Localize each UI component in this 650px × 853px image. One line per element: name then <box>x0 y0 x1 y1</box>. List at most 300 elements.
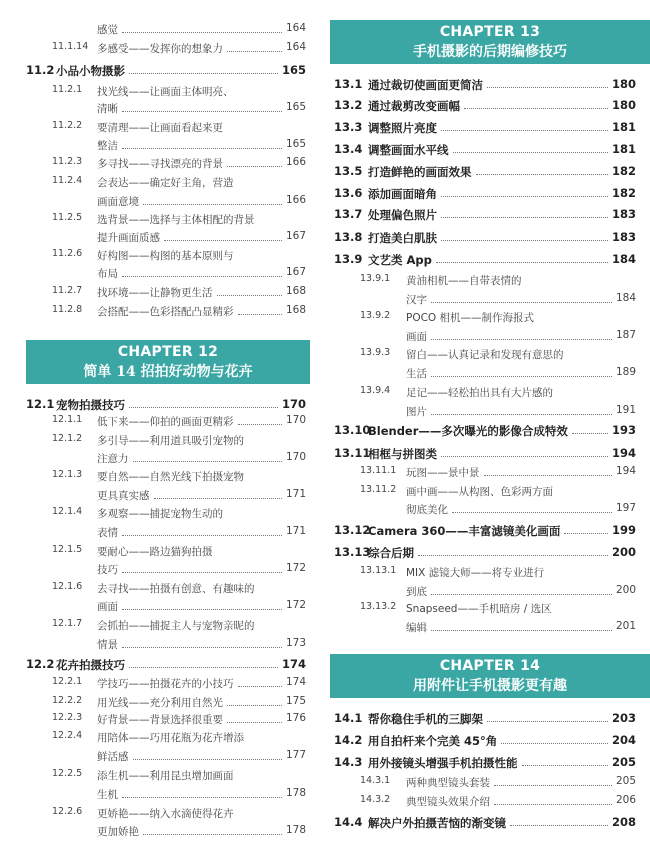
toc-entry[interactable] <box>0 581 322 599</box>
toc-entry[interactable] <box>0 266 322 284</box>
page-number: 182 <box>611 164 636 178</box>
page-number: 176 <box>285 712 306 724</box>
entry-title: 用光线——充分利用自然光 <box>97 697 223 709</box>
dot-leader <box>501 743 608 744</box>
entry-number: 13.11.1 <box>360 465 397 476</box>
entry-number: 13.6 <box>334 186 363 200</box>
dot-leader <box>441 240 608 241</box>
dot-leader <box>452 512 612 513</box>
entry-title: 要耐心——路边猫狗拍摄 <box>97 546 213 558</box>
toc-entry[interactable] <box>330 815 650 833</box>
toc-entry[interactable] <box>330 565 650 583</box>
page-number: 170 <box>285 414 306 426</box>
entry-title: 技巧 <box>97 564 118 576</box>
toc-entry[interactable] <box>330 142 650 160</box>
entry-title: 添生机——利用昆虫增加画面 <box>97 770 234 782</box>
entry-number: 12.1.5 <box>52 544 83 555</box>
toc-entry[interactable] <box>330 523 650 541</box>
dot-leader <box>441 456 608 457</box>
dot-leader <box>441 130 608 131</box>
toc-entry[interactable] <box>0 768 322 786</box>
page-number: 178 <box>285 824 306 836</box>
entry-title: 多寻找——寻找漂亮的背景 <box>97 158 223 170</box>
toc-entry[interactable] <box>0 212 322 230</box>
toc-entry[interactable] <box>330 98 650 116</box>
entry-title: 画面 <box>406 331 427 343</box>
chapter-label: CHAPTER 14 <box>439 658 541 674</box>
toc-entry[interactable] <box>0 637 322 655</box>
page-number: 187 <box>615 329 636 341</box>
entry-number: 13.13.2 <box>360 601 397 612</box>
toc-entry[interactable] <box>0 525 322 543</box>
page-number: 165 <box>285 101 306 113</box>
page-number: 206 <box>615 794 636 806</box>
page-number: 205 <box>611 755 636 769</box>
toc-entry[interactable] <box>330 120 650 138</box>
entry-title: Snapseed——手机暗房 / 选区 <box>406 603 552 615</box>
dot-leader <box>122 535 282 536</box>
entry-title: 情景 <box>97 639 118 651</box>
dot-leader <box>431 630 612 631</box>
entry-number: 12.2 <box>26 657 55 671</box>
entry-number: 13.10 <box>334 423 371 437</box>
dot-leader <box>227 166 282 167</box>
dot-leader <box>238 314 282 315</box>
entry-title: 会表达——确定好主角，营造 <box>97 177 234 189</box>
dot-leader <box>431 414 612 415</box>
entry-title: 黄油相机——自带表情的 <box>406 275 522 287</box>
page-number: 191 <box>615 404 636 416</box>
entry-number: 13.9.2 <box>360 310 391 321</box>
page-number: 170 <box>281 397 306 411</box>
toc-entry[interactable] <box>0 730 322 748</box>
entry-title: 调整画面水平线 <box>368 143 449 157</box>
toc-entry[interactable] <box>330 794 650 812</box>
page-number: 205 <box>615 775 636 787</box>
page-number: 180 <box>611 98 636 112</box>
toc-entry[interactable] <box>0 506 322 524</box>
entry-number: 12.2.5 <box>52 768 83 779</box>
dot-leader <box>510 825 608 826</box>
entry-number: 14.1 <box>334 711 363 725</box>
toc-entry[interactable] <box>330 310 650 328</box>
entry-number: 14.3.1 <box>360 775 391 786</box>
dot-leader <box>227 722 282 723</box>
page-number: 203 <box>611 711 636 725</box>
toc-entry[interactable] <box>330 366 650 384</box>
dot-leader <box>441 217 608 218</box>
entry-number: 13.13.1 <box>360 565 397 576</box>
entry-title: 会搭配——色彩搭配凸显精彩 <box>97 306 234 318</box>
entry-title: 画中画——从构图、色彩两方面 <box>406 486 553 498</box>
page-number: 204 <box>611 733 636 747</box>
dot-leader <box>122 797 282 798</box>
dot-leader <box>122 32 282 33</box>
page-number: 177 <box>285 749 306 761</box>
page-number: 189 <box>615 366 636 378</box>
chapter-14-banner <box>330 654 650 698</box>
toc-entry[interactable] <box>0 156 322 174</box>
dot-leader <box>418 555 608 556</box>
toc-entry[interactable] <box>0 138 322 156</box>
entry-title: 更娇艳——纳入水滴使得花卉 <box>97 808 234 820</box>
entry-number: 11.2.8 <box>52 304 83 315</box>
page-number: 172 <box>285 562 306 574</box>
toc-entry[interactable] <box>330 733 650 751</box>
toc-entry[interactable] <box>0 433 322 451</box>
toc-entry[interactable] <box>0 101 322 119</box>
toc-entry[interactable] <box>330 329 650 347</box>
page-number: 167 <box>285 266 306 278</box>
entry-title: 会抓拍——捕捉主人与宠物亲昵的 <box>97 620 255 632</box>
dot-leader <box>122 148 282 149</box>
entry-title: 留白——认真记录和发现有意思的 <box>406 349 564 361</box>
entry-title: 画面 <box>97 601 118 613</box>
dot-leader <box>217 295 282 296</box>
entry-number: 13.1 <box>334 77 363 91</box>
toc-entry[interactable] <box>0 63 322 81</box>
dot-leader <box>431 376 612 377</box>
entry-title: 到底 <box>406 586 427 598</box>
entry-number: 14.3.2 <box>360 794 391 805</box>
entry-title: 提升画面质感 <box>97 232 160 244</box>
toc-entry[interactable] <box>330 404 650 422</box>
page-number: 183 <box>611 230 636 244</box>
dot-leader <box>133 759 282 760</box>
page-number: 194 <box>611 446 636 460</box>
entry-title: 相框与拼图类 <box>368 447 437 461</box>
entry-number: 12.1.4 <box>52 506 83 517</box>
toc-entry[interactable] <box>0 562 322 580</box>
dot-leader <box>494 804 612 805</box>
toc-entry[interactable] <box>330 446 650 464</box>
entry-number: 13.7 <box>334 207 363 221</box>
entry-title: 文艺类 App <box>368 253 432 267</box>
entry-number: 13.11 <box>334 446 371 460</box>
toc-entry[interactable] <box>0 544 322 562</box>
entry-number: 11.2.7 <box>52 285 83 296</box>
toc-entry[interactable] <box>330 711 650 729</box>
page-number: 174 <box>285 676 306 688</box>
entry-title: 好构图——构图的基本原则与 <box>97 250 234 262</box>
toc-entry[interactable] <box>0 22 322 40</box>
dot-leader <box>476 174 608 175</box>
entry-title: MIX 滤镜大师——将专业进行 <box>406 567 545 579</box>
entry-title: 用外接镜头增强手机拍摄性能 <box>368 756 518 770</box>
page-number: 194 <box>615 465 636 477</box>
entry-number: 12.2.6 <box>52 806 83 817</box>
page-number: 182 <box>611 186 636 200</box>
entry-title: 低下来——仰拍的画面更精彩 <box>97 416 234 428</box>
page-number: 181 <box>611 142 636 156</box>
entry-number: 13.9.4 <box>360 385 391 396</box>
entry-title: 彻底美化 <box>406 504 448 516</box>
toc-entry[interactable] <box>330 292 650 310</box>
entry-number: 12.2.2 <box>52 695 83 706</box>
dot-leader <box>133 461 282 462</box>
entry-number: 13.8 <box>334 230 363 244</box>
toc-entry[interactable] <box>330 601 650 619</box>
entry-title: 玩图——景中景 <box>406 467 480 479</box>
toc-entry[interactable] <box>330 502 650 520</box>
entry-number: 13.5 <box>334 164 363 178</box>
entry-title: 汉字 <box>406 294 427 306</box>
toc-entry[interactable] <box>330 385 650 403</box>
entry-title: 布局 <box>97 268 118 280</box>
entry-number: 11.1.14 <box>52 41 89 52</box>
entry-title: 选背景——选择与主体相配的背景 <box>97 214 255 226</box>
entry-number: 12.1.6 <box>52 581 83 592</box>
entry-title: 帮你稳住手机的三脚架 <box>368 712 483 726</box>
chapter-title: 用附件让手机摄影更有趣 <box>413 678 567 694</box>
entry-number: 13.13 <box>334 545 371 559</box>
page-number: 200 <box>615 584 636 596</box>
toc-entry[interactable] <box>330 230 650 248</box>
toc-entry[interactable] <box>0 599 322 617</box>
toc-entry[interactable] <box>0 657 322 675</box>
page-number: 180 <box>611 77 636 91</box>
toc-entry[interactable] <box>0 469 322 487</box>
dot-leader <box>227 51 282 52</box>
dot-leader <box>122 111 282 112</box>
page-number: 171 <box>285 525 306 537</box>
entry-title: 感觉 <box>97 24 118 36</box>
toc-entry[interactable] <box>0 787 322 805</box>
entry-number: 12.2.3 <box>52 712 83 723</box>
entry-number: 11.2.6 <box>52 248 83 259</box>
entry-title: 两种典型镜头套装 <box>406 777 490 789</box>
entry-title: 注意力 <box>97 453 129 465</box>
entry-title: 足记——轻松拍出具有大片感的 <box>406 387 553 399</box>
dot-leader <box>572 433 608 434</box>
dot-leader <box>122 276 282 277</box>
entry-number: 11.2 <box>26 63 55 77</box>
toc-entry[interactable] <box>330 207 650 225</box>
entry-title: 画面意境 <box>97 196 139 208</box>
toc-entry[interactable] <box>0 695 322 713</box>
entry-title: 要自然——自然光线下拍摄宠物 <box>97 471 244 483</box>
entry-number: 13.3 <box>334 120 363 134</box>
dot-leader <box>441 196 608 197</box>
entry-number: 12.1.1 <box>52 414 83 425</box>
dot-leader <box>487 87 608 88</box>
entry-title: 宠物拍摄技巧 <box>56 398 125 412</box>
page-number: 201 <box>615 620 636 632</box>
entry-title: 用陪体——巧用花瓶为花卉增添 <box>97 732 244 744</box>
entry-number: 11.2.5 <box>52 212 83 223</box>
entry-title: 图片 <box>406 406 427 418</box>
toc-entry[interactable] <box>330 545 650 563</box>
toc-entry[interactable] <box>330 755 650 773</box>
entry-number: 11.2.2 <box>52 120 83 131</box>
chapter-12-banner <box>26 340 310 384</box>
page-number: 166 <box>285 194 306 206</box>
chapter-label: CHAPTER 13 <box>439 24 541 40</box>
toc-entry[interactable] <box>330 77 650 95</box>
entry-number: 12.2.1 <box>52 676 83 687</box>
entry-title: 打造鲜艳的画面效果 <box>368 165 472 179</box>
toc-entry[interactable] <box>0 175 322 193</box>
toc-entry[interactable] <box>330 164 650 182</box>
toc-entry[interactable] <box>0 414 322 432</box>
toc-entry[interactable] <box>330 186 650 204</box>
page-number: 197 <box>615 502 636 514</box>
toc-entry[interactable] <box>330 775 650 793</box>
toc-entry[interactable] <box>0 618 322 636</box>
entry-number: 13.9 <box>334 252 363 266</box>
page-number: 178 <box>285 787 306 799</box>
dot-leader <box>154 498 282 499</box>
toc-entry[interactable] <box>330 620 650 638</box>
page-number: 165 <box>281 63 306 77</box>
dot-leader <box>484 475 612 476</box>
page-number: 170 <box>285 451 306 463</box>
chapter-title: 简单 14 招拍好动物与花卉 <box>83 364 253 380</box>
page-number: 174 <box>281 657 306 671</box>
entry-number: 14.2 <box>334 733 363 747</box>
page-number: 168 <box>285 304 306 316</box>
toc-entry[interactable] <box>0 824 322 842</box>
chapter-13-banner <box>330 20 650 64</box>
entry-title: 解决户外拍摄苦恼的渐变镜 <box>368 816 506 830</box>
dot-leader <box>431 302 612 303</box>
page-number: 193 <box>611 423 636 437</box>
dot-leader <box>487 721 608 722</box>
entry-title: 整洁 <box>97 140 118 152</box>
entry-title: 鲜活感 <box>97 751 129 763</box>
dot-leader <box>122 647 282 648</box>
page-number: 181 <box>611 120 636 134</box>
entry-number: 14.4 <box>334 815 363 829</box>
entry-title: 好背景——背景选择很重要 <box>97 714 223 726</box>
entry-title: 表情 <box>97 527 118 539</box>
entry-title: 多观察——捕捉宠物生动的 <box>97 508 223 520</box>
entry-title: 要清理——让画面看起来更 <box>97 122 223 134</box>
entry-number: 12.1.7 <box>52 618 83 629</box>
toc-entry[interactable] <box>0 712 322 730</box>
entry-number: 11.2.3 <box>52 156 83 167</box>
toc-entry[interactable] <box>330 465 650 483</box>
toc-entry[interactable] <box>330 273 650 291</box>
entry-title: 更具真实感 <box>97 490 150 502</box>
chapter-title: 手机摄影的后期编修技巧 <box>413 44 567 60</box>
entry-title: 综合后期 <box>368 546 414 560</box>
dot-leader <box>238 424 282 425</box>
toc-entry[interactable] <box>0 285 322 303</box>
toc-entry[interactable] <box>0 397 322 415</box>
dot-leader <box>453 152 608 153</box>
entry-number: 13.4 <box>334 142 363 156</box>
chapter-label: CHAPTER 12 <box>117 344 219 360</box>
entry-title: 花卉拍摄技巧 <box>56 658 125 672</box>
entry-title: 打造美白肌肤 <box>368 231 437 245</box>
entry-title: 清晰 <box>97 103 118 115</box>
entry-number: 11.2.4 <box>52 175 83 186</box>
toc-entry[interactable] <box>330 347 650 365</box>
toc-entry[interactable] <box>330 252 650 270</box>
toc-entry[interactable] <box>0 41 322 59</box>
entry-title: 添加画面暗角 <box>368 187 437 201</box>
entry-title: 通过裁剪改变画幅 <box>368 99 460 113</box>
toc-entry[interactable] <box>0 84 322 102</box>
entry-number: 13.9.1 <box>360 273 391 284</box>
entry-title: 生机 <box>97 789 118 801</box>
entry-title: 多引导——利用道具吸引宠物的 <box>97 435 244 447</box>
toc-entry[interactable] <box>330 584 650 602</box>
dot-leader <box>129 667 278 668</box>
page-number: 167 <box>285 230 306 242</box>
toc-entry[interactable] <box>0 488 322 506</box>
toc-entry[interactable] <box>0 304 322 322</box>
dot-leader <box>129 73 278 74</box>
page-number: 171 <box>285 488 306 500</box>
dot-leader <box>464 108 608 109</box>
page-number: 164 <box>285 22 306 34</box>
dot-leader <box>238 686 282 687</box>
toc-entry[interactable] <box>330 423 650 441</box>
entry-title: POCO 相机——制作海报式 <box>406 312 535 324</box>
page-number: 172 <box>285 599 306 611</box>
dot-leader <box>431 594 612 595</box>
page-number: 173 <box>285 637 306 649</box>
entry-number: 12.1.3 <box>52 469 83 480</box>
toc-entry[interactable] <box>0 806 322 824</box>
entry-number: 12.1 <box>26 397 55 411</box>
toc-entry[interactable] <box>0 194 322 212</box>
entry-number: 12.2.4 <box>52 730 83 741</box>
toc-entry[interactable] <box>0 248 322 266</box>
dot-leader <box>436 262 608 263</box>
toc-entry[interactable] <box>0 451 322 469</box>
entry-title: 通过裁切使画面更简洁 <box>368 78 483 92</box>
entry-title: 找环境——让静物更生活 <box>97 287 213 299</box>
entry-title: Camera 360——丰富滤镜美化画面 <box>368 524 561 538</box>
dot-leader <box>143 834 282 835</box>
dot-leader <box>143 204 282 205</box>
entry-title: 更加娇艳 <box>97 826 139 838</box>
entry-title: 生活 <box>406 368 427 380</box>
entry-title: 用自拍杆来个完美 45°角 <box>368 734 498 748</box>
entry-title: 找光线——让画面主体明亮、 <box>97 86 234 98</box>
dot-leader <box>431 339 612 340</box>
entry-number: 13.12 <box>334 523 371 537</box>
entry-number: 12.1.2 <box>52 433 83 444</box>
toc-entry[interactable] <box>0 120 322 138</box>
page-number: 175 <box>285 695 306 707</box>
toc-entry[interactable] <box>0 749 322 767</box>
page-number: 183 <box>611 207 636 221</box>
toc-entry[interactable] <box>330 484 650 502</box>
dot-leader <box>227 705 282 706</box>
entry-number: 13.2 <box>334 98 363 112</box>
toc-entry[interactable] <box>0 676 322 694</box>
dot-leader <box>122 609 282 610</box>
entry-number: 13.11.2 <box>360 484 397 495</box>
page-number: 200 <box>611 545 636 559</box>
entry-title: 小品小物摄影 <box>56 64 125 78</box>
entry-number: 14.3 <box>334 755 363 769</box>
page-number: 166 <box>285 156 306 168</box>
page-number: 208 <box>611 815 636 829</box>
dot-leader <box>122 572 282 573</box>
entry-number: 13.9.3 <box>360 347 391 358</box>
page-number: 165 <box>285 138 306 150</box>
toc-entry[interactable] <box>0 230 322 248</box>
dot-leader <box>494 785 612 786</box>
page-number: 168 <box>285 285 306 297</box>
page-number: 184 <box>615 292 636 304</box>
page-number: 199 <box>611 523 636 537</box>
